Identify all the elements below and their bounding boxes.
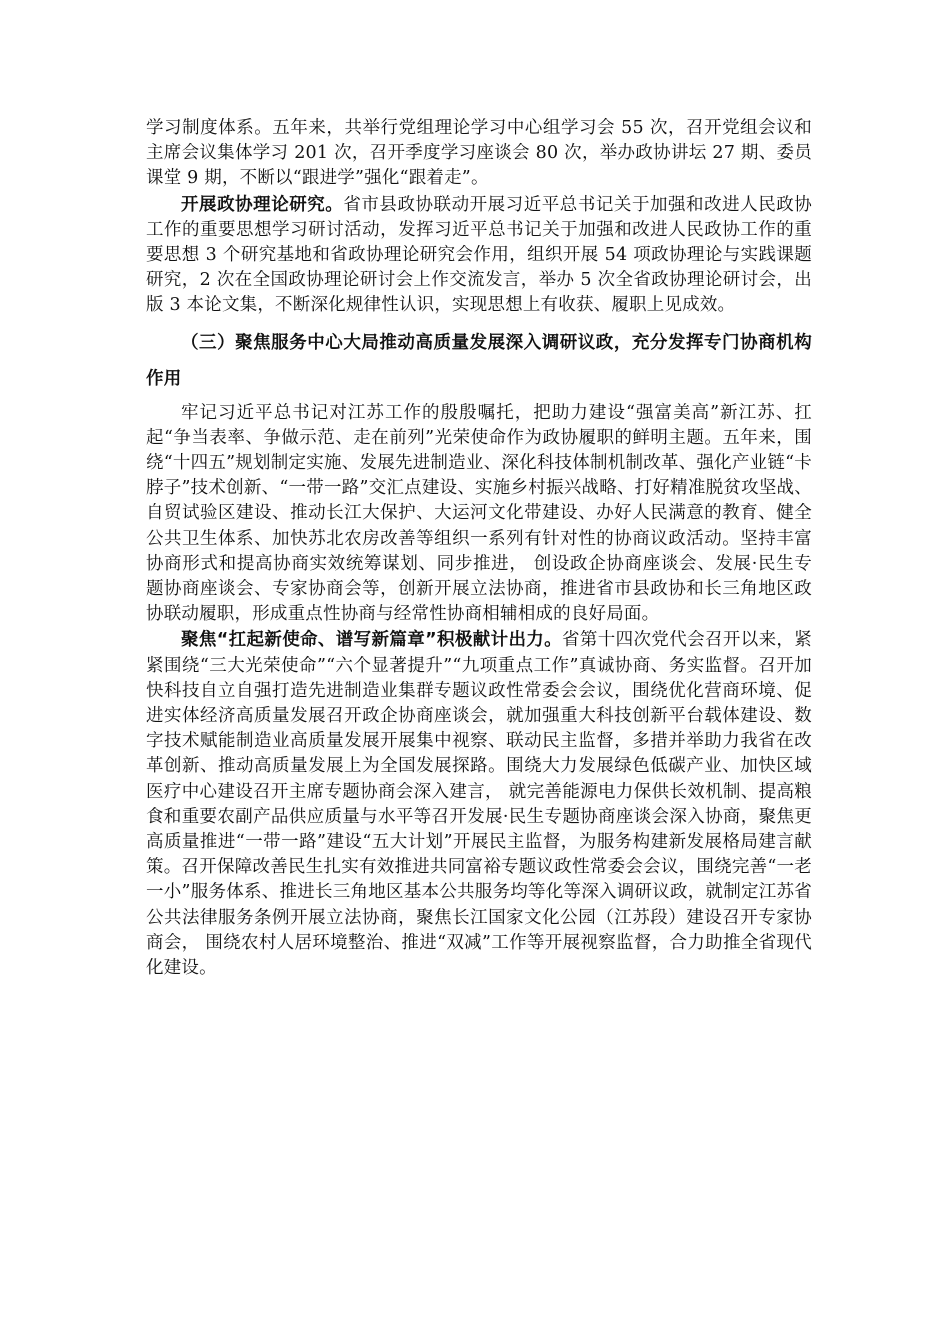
paragraph-mission: [146, 401, 812, 628]
paragraph-lead: 开展政协理论研究。: [181, 194, 344, 215]
paragraph-text: 省第十四次党代会召开以来，紧紧围绕“三大光荣使命”“六个显著提升”“九项重点工作”真诚协商、务实监督。召开加快科技自立自强打造先进制造业集群专题议政性常委会会议，围绕优化营商环境、促进实体经济高质量发展召开政企协商座谈会，就加强重大科技创新平台载体建设、数字技术赋能制造业高质量发展开展集中视察、联动民主监督，多措并举助力我省在改革创新、推动高质量发展上为全国发展探路。围绕大力发展绿色低碳产业、加快区域医疗中心建设召开主席专题协商会深入建言， 就完善能源电力保供长效机制、提高粮食和重要农副产品供应质量与水平等召开发展·民生专题协商座谈会深入协商，聚焦更高质量推进“一带一路”建设“五大计划”开展民主监督，为服务构建新发展格局建言献策。召开保障改善民生扎实有效推进共同富裕专题议政性常委会会议，围绕完善“一老一小”服务体系、推进长三角地区基本公共服务均等化等深入调研议政，就制定江苏省公共法律服务条例开展立法协商，聚焦长江国家文化公园（江苏段）建设召开专家协商会， 围绕农村人居环境整治、推进“双减”工作等开展视察监督，合力助推全省现代化建设。: [146, 630, 812, 979]
paragraph-text: 省市县政协联动开展习近平总书记关于加强和改进人民政协工作的重要思想学习研讨活动，发挥习近平总书记关于加强和改进人民政协工作的重要思想 3 个研究基地和省政协理论研究会作用，组织开展 54 项政协理论与实践课题研究，2 次在全国政协理论研讨会上作交流发言，举办 5 次全省政协理论研讨会，出版 3 本论文集，不断深化规律性认识，实现思想上有收获、履职上见成效。: [146, 194, 812, 316]
paragraph-study-system: [146, 116, 812, 192]
paragraph-text: 牢记习近平总书记对江苏工作的殷殷嘱托，把助力建设“强富美高”新江苏、扛起“争当表率、争做示范、走在前列”光荣使命作为政协履职的鲜明主题。五年来，围绕“十四五”规划制定实施、发展先进制造业、深化科技体制机制改革、强化产业链“卡脖子”技术创新、“一带一路”交汇点建设、实施乡村振兴战略、打好精准脱贫攻坚战、自贸试验区建设、推动长江大保护、大运河文化带建设、办好人民满意的教育、健全公共卫生体系、加快苏北农房改善等组织一系列有针对性的协商议政活动。坚持丰富协商形式和提高协商实效统筹谋划、同步推进， 创设政企协商座谈会、发展·民生专题协商座谈会、专家协商会等，创新开展立法协商，推进省市县政协和长三角地区政协联动履职，形成重点性协商与经常性协商相辅相成的良好局面。: [146, 402, 812, 625]
paragraph-theory-research: [146, 193, 812, 319]
paragraph-lead: 聚焦“扛起新使命、谱写新篇章”积极献计出力。: [181, 630, 563, 651]
document-page: [146, 116, 812, 982]
paragraph-text: 学习制度体系。五年来，共举行党组理论学习中心组学习会 55 次，召开党组会议和主席会议集体学习 201 次，召开季度学习座谈会 80 次，举办政协讲坛 27 期、委员课堂 9 期，不断以“跟进学”强化“跟着走”。: [146, 118, 812, 189]
paragraph-new-chapter: [146, 628, 812, 981]
section-heading: （三）聚焦服务中心大局推动高质量发展深入调研议政，充分发挥专门协商机构作用: [146, 332, 812, 389]
